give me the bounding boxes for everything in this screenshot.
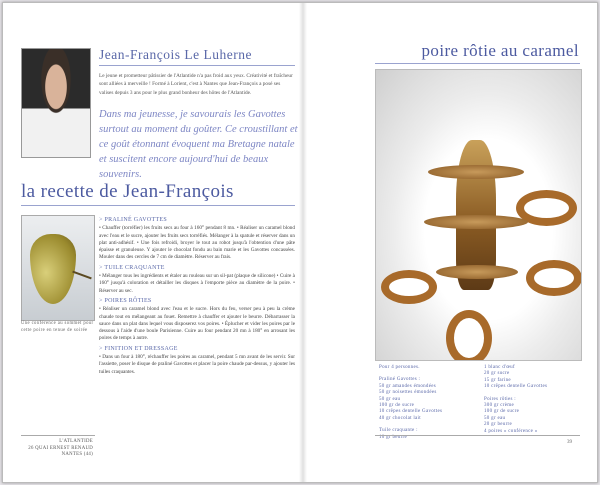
divider [21,205,295,206]
step-text-finition: • Dans un four à 180°, réchauffer les poires au caramel, pendant 5 mn avant de les servir. Sur l'assiette, poser le disque de praliné Gavottes et placer la poire chaude par-dessus, y ajouter les tuiles craquantes. [99,354,296,375]
magazine-spread [2,2,598,483]
ingredient-line: 10 gr beurre [379,434,408,440]
ingredient-line: 20 gr beurre [484,422,513,428]
step-heading-poires: > POIRES RÔTIES [99,297,152,304]
ingredient-line: 1 blanc d'œuf [484,365,515,370]
footer-address [25,439,93,459]
recipe-steps [99,215,295,379]
ingredients-list-col2 [484,365,584,435]
ingredient-line: 100 gr de sucre [379,403,415,409]
pear-shape [30,234,76,304]
footer-line: L'ATLANTIDE [59,439,93,444]
ingredient-line: 20 gr sucre [484,371,510,377]
chef-intro-text: Le jeune et prometteur pâtissier de l'Atlantide n'a pas froid aux yeux. Créativité et fraîcheur sont alliées à merveille ! Formé à Lorient, c'est à Nantes que Jean-François a posé ses valises depuis 3 ans pour le plus grand bonheur des hôtes de l'Atlantide. [99,73,293,96]
divider [99,65,295,66]
ingredient-line: 50 gr eau [379,396,401,402]
step-heading-praline: > PRALINÉ GAVOTTES [99,217,168,223]
chef-name: Jean-François Le Luherne [99,47,252,62]
pear-stem [72,271,91,280]
footer-divider [21,435,95,436]
recipe-title: la recette de Jean-François [21,181,234,202]
ingredient-line: Pour 4 personnes. [379,365,420,370]
step-text-poires: • Réaliser un caramel blond avec l'eau et le sucre. Hors du feu, verser peu à peu la crème chaude tout en mélangeant au fouet. Remettre à chauffer et ajouter le beurre. Débarrasser la sauce dans un plat dans lequel vous disposerez vos poires. • Éplucher et vider les poires par le dessous à l'aide d'une boule Parisienne. Cuire au four pendant 20 mn à 180° en arrosant les poires de temps à autre. [99,306,295,342]
ingredients-list-col1 [379,365,479,441]
ingredient-line: 15 gr farine [484,377,511,383]
step-text-tuile: • Mélanger tous les ingrédients et étaler au rouleau sur un sil-pat (plaque de silicone) • Cuire à 160° jusqu'à coloration et détailler les disques à l'emporte pièce au diamètre de la poire. • Réserver au sec. [99,273,295,294]
ingredient-line: 4 poires « conférence » [484,428,538,434]
ingredient-line: Praliné Gavottes : [379,377,421,383]
ingredient-line: 50 gr amandes émondées [379,383,437,389]
ingredient-line: 40 gr chocolat lait [379,415,421,421]
tuile-disc [436,265,518,279]
ingredient-line: 100 gr de sucre [484,409,520,415]
tuile-disc [424,215,528,229]
caramel-swirl [526,260,582,296]
ingredient-line: 300 gr crème [484,403,514,409]
ingredient-line: Tuile craquante : [379,428,418,434]
footer-divider [375,435,580,436]
dish-title: poire rôtie au caramel [421,41,579,60]
pear-photo-caption: Une conférence au sommet pour cette poire en tenue de soirée [21,321,94,333]
caramel-swirl [446,310,492,361]
ingredient-line: 50 gr noisettes émondées [379,390,437,396]
page-gutter [299,3,307,482]
chef-portrait-photo [21,48,91,158]
dessert-photo [375,69,582,361]
ingredient-line: 10 crêpes dentelle Gavottes [379,409,443,415]
tuile-disc [428,165,524,179]
page-number: 39 [567,440,572,445]
step-text-praline: • Chauffer (torréfier) les fruits secs au four à 160° pendant 8 mn. • Réaliser un caramel blond avec l'eau et le sucre, ajouter les fruits secs torréfiés. Mélanger à la spatule et réserver dans un plat anti-adhésif. • Une fois refroidi, broyer le tout au robot jusqu'à l'obtention d'une pâte épaisse et granuleuse. Y ajouter le chocolat fondu au bain marie et les Gavottes concassées. Mouler dans des cercles de 7 cm de diamètre. Réserver au frais. [99,225,295,261]
step-heading-tuile: > TUILE CRAQUANTE [99,264,165,271]
divider [375,63,580,64]
chef-quote: Dans ma jeunesse, je savourais les Gavottes surtout au moment du goûter. Ce croustillant et ce goût étonnant évoquent ma Bretagne natale et suscitent encore aujourd'hui de beaux souvenirs. [99,109,298,180]
footer-line: NANTES (44) [61,452,93,457]
ingredient-line: 50 gr eau [484,415,506,421]
pear-photo [21,215,95,321]
ingredient-line: Poires rôties : [484,396,516,402]
ingredient-line: 10 crêpes dentelle Gavottes [484,384,548,390]
step-heading-finition: > FINITION ET DRESSAGE [99,345,178,352]
footer-line: 26 QUAI ERNEST RENAUD [28,445,93,451]
caramel-swirl [381,270,437,304]
